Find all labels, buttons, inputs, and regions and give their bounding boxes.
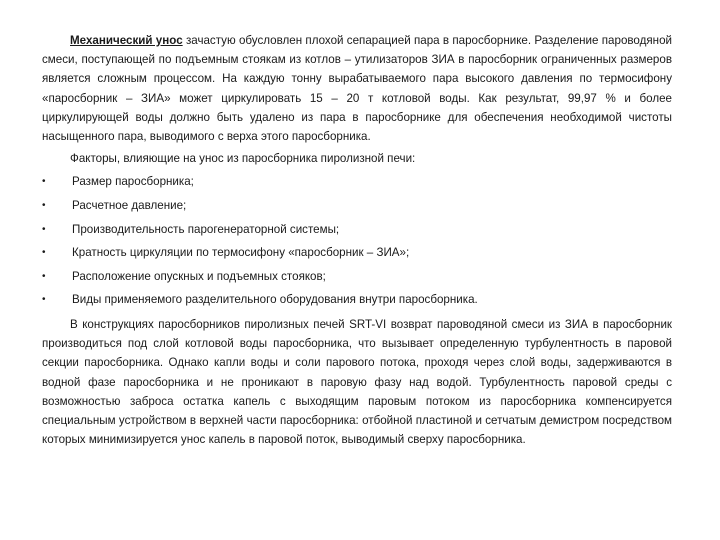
bullet-icon: • — [42, 176, 46, 188]
list-item — [42, 243, 672, 267]
paragraph-body-text: зачастую обусловлен плохой сепарацией пара в паросборнике. Разделение пароводяной смеси, поступающей по подъемным стоякам из котлов – утилизаторов ЗИА в паросборник ограниченных размеров является сложным процессом. На каждую тонну вырабатываемого пара высокого давления по термосифону «паросборник – ЗИА» может циркулировать 15 – 20 т котловой воды. Как результат, 99,97 % и более циркулирующей воды должно быть удалено из пара в паросборнике для обеспечения необходимой чистоты насыщенного пара, выводимого с верха этого паросборника. — [42, 34, 672, 144]
paragraph-mechanical-carryover — [42, 31, 672, 146]
list-item — [42, 196, 672, 220]
paragraph-lead-term: Механический унос — [70, 34, 183, 47]
list-item — [42, 267, 672, 291]
list-item — [42, 220, 672, 244]
list-item-text: Расчетное давление; — [72, 199, 187, 213]
list-item-text: Виды применяемого разделительного оборудования внутри паросборника. — [72, 293, 478, 307]
paragraph-srt-vi-design: В конструкциях паросборников пиролизных печей SRT-VI возврат пароводяной смеси из ЗИА в паросборник производиться под слой котловой воды паросборника, что вызывает определенную турбулентность в паровой секции паросборника. Однако капли воды и соли парового потока, проходя через слой воды, задерживаются в водной фазе паросборника и не проникают в паровую фазу над водой. Турбулентность паровой среды с возможностью заброса остатка капель с выходящим паровым потоком из паросборника компенсируется специальным устройством в верхней части паросборника: отбойной пластиной и сетчатым демистром посредством которых минимизируется унос капель в паровой поток, выводимый сверху паросборника. — [42, 317, 672, 447]
list-item-text: Размер паросборника; — [72, 175, 194, 189]
list-item — [42, 290, 672, 314]
bullet-icon: • — [42, 270, 46, 282]
list-item-text: Расположение опускных и подъемных стояков; — [72, 269, 326, 283]
bullet-icon: • — [42, 294, 46, 306]
bullet-icon: • — [42, 200, 46, 212]
list-item-text: Производительность парогенераторной системы; — [72, 222, 340, 236]
bullet-icon: • — [42, 247, 46, 259]
factors-list — [42, 172, 672, 314]
list-item — [42, 172, 672, 196]
factors-intro: Факторы, влияющие на унос из паросборника пиролизной печи: — [70, 152, 416, 166]
bullet-icon: • — [42, 223, 46, 235]
list-item-text: Кратность циркуляции по термосифону «паросборник – ЗИА»; — [72, 246, 410, 260]
